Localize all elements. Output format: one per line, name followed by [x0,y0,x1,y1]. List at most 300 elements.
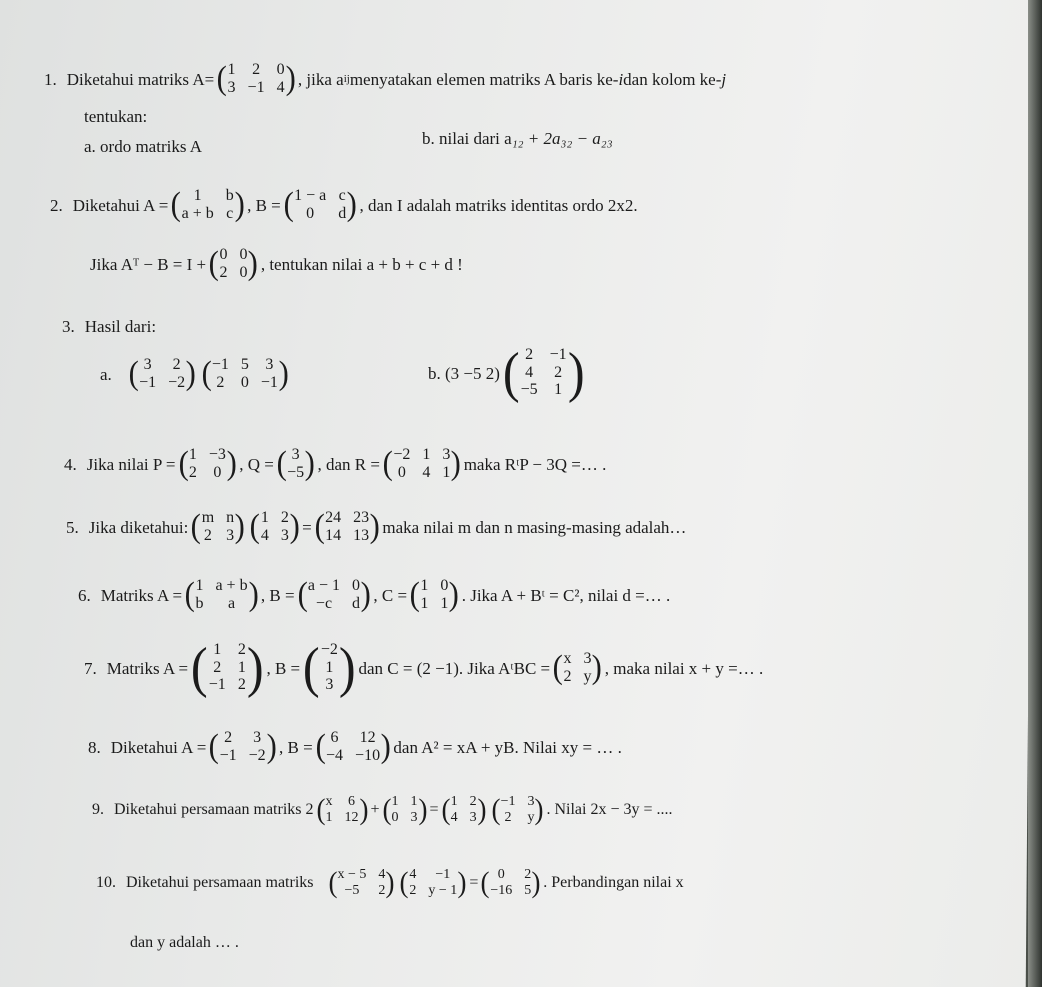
matrix [208,730,277,765]
matrix-entry: −1 [435,867,451,882]
question-2 [50,188,638,223]
question-text: maka RᵗP − 3Q =… . [463,454,607,474]
matrix-entry: 6 [330,729,339,746]
question-text: . Nilai 2x − 3y = .... [546,801,673,819]
matrix-entry: 1 [260,509,269,526]
matrix-entry: 2 [554,363,563,381]
matrix-entry: a − 1 [307,577,341,594]
matrix [314,510,381,545]
matrix [297,578,372,613]
right-paren: ) [369,508,380,546]
matrix [216,62,296,97]
matrix-entry: c [338,187,346,204]
matrix-entry: 4 [276,78,285,96]
matrix-entry: m [201,509,215,526]
matrix-entry: 1 [325,809,333,825]
matrix [552,651,603,686]
matrix-entry: −2 [168,373,186,391]
right-paren: ) [360,576,371,614]
matrix-entry: 12 [344,809,359,825]
matrix-entry: −1 [260,373,278,391]
question-number: 1. [44,69,57,89]
matrix-entry: 2 [524,867,532,882]
matrix-entry: 2 [219,263,228,281]
matrix-entry: 3 [227,78,236,96]
matrix-entry: a [227,594,236,612]
question-3 [62,318,156,335]
matrix-entry: 3 [226,526,235,544]
left-paren: ( [441,793,451,827]
question-text: Diketahui persamaan matriks [126,874,314,892]
question-text: a. ordo matriks A [84,137,203,156]
right-paren: ) [448,576,460,614]
question-text: , B = [266,658,301,678]
left-paren: ( [314,508,325,546]
matrix-entry: y − 1 [428,882,458,898]
question-text: , dan R = [317,454,380,474]
matrix-entry: 3 [442,446,451,463]
left-paren: ( [297,576,308,614]
question-text: Diketahui A = [72,195,169,215]
question-text: , C = [373,585,408,605]
matrix-entry: 0 [219,246,228,263]
left-paren: ( [382,793,392,827]
matrix-entry: n [226,509,235,526]
question-text: Diketahui matriks A= [66,69,215,89]
matrix-grid [287,447,304,482]
right-paren: ) [385,866,395,900]
matrix-entry: −10 [355,746,381,764]
matrix [201,357,290,392]
matrix-entry: 13 [353,526,370,544]
matrix-entry: 3 [583,649,592,667]
matrix-entry: 2 [563,667,572,685]
matrix-entry: 3 [527,794,535,809]
left-paren: ( [283,186,294,224]
matrix-entry: 0 [276,61,285,78]
question-text: , B = [279,737,313,757]
matrix-entry: 1 − a [294,187,327,204]
variable: i [618,69,624,89]
matrix-grid [228,62,285,97]
matrix-entry: 2 [188,463,197,481]
left-paren: ( [316,793,325,827]
right-paren: ) [359,793,368,827]
question-text: , B = [247,195,281,215]
matrix-entry: 3 [265,356,274,373]
question-text: , jika a [297,69,344,89]
question-number: 9. [92,801,104,819]
matrix-entry: a + b [215,577,248,594]
matrix-grid [261,510,289,545]
left-paren: ( [128,355,139,393]
question-text: Matriks A = [100,585,183,605]
question-5 [66,510,686,545]
matrix-entry: 2 [213,658,222,676]
right-paren: ) [346,186,357,224]
matrix-entry: b [225,187,234,204]
matrix [409,578,460,613]
matrix-entry: −16 [490,882,513,898]
matrix-grid [325,510,369,545]
question-text: dan kolom ke- [623,69,722,89]
matrix-grid [521,347,567,399]
matrix-entry: 0 [397,463,406,481]
question-4 [64,447,606,482]
matrix-entry: −2 [320,640,338,658]
matrix-entry: 1 [195,577,204,594]
matrix-grid [308,578,360,613]
matrix-entry: 2 [237,676,246,694]
matrix-entry: 1 [554,381,563,399]
question-text: Jika Aᵀ − B = I + [90,254,207,274]
matrix [315,730,392,765]
right-paren: ) [266,728,277,766]
matrix-entry: 1 [237,658,246,676]
left-paren: ( [208,245,219,283]
matrix-entry: 1 [450,794,458,809]
matrix-entry: 0 [240,373,249,391]
left-paren: ( [552,649,563,686]
matrix-grid [219,247,247,282]
matrix-entry: c [226,204,234,222]
matrix-entry: 1 [420,577,429,594]
matrix [399,868,467,898]
matrix-entry: −1 [211,356,229,373]
matrix [328,868,396,898]
matrix-entry: 0 [497,867,505,882]
matrix-entry: 2 [203,526,212,544]
matrix-entry: −c [315,594,333,612]
question-number: 4. [64,454,77,474]
matrix-entry: 1 [325,658,334,676]
matrix-grid [321,642,338,694]
matrix-entry: 2 [252,61,261,78]
matrix-entry: 1 [213,640,222,658]
matrix-entry: 1 [227,61,236,78]
matrix-entry: 0 [213,463,222,481]
matrix-entry: −5 [344,882,360,898]
matrix [128,357,197,392]
question-text: , Q = [239,454,274,474]
question-2-line2 [90,247,463,282]
matrix [480,868,541,898]
matrix-entry: d [338,204,347,222]
matrix [491,795,545,825]
question-9 [92,795,673,825]
matrix-entry: 2 [216,373,225,391]
matrix [184,578,259,613]
matrix-entry: 2 [172,356,181,373]
question-number: 3. [62,317,75,336]
left-paren: ( [328,866,337,900]
paper-edge-shadow [1028,0,1042,987]
matrix-grid [212,357,278,392]
matrix-entry: 4 [525,363,534,381]
left-paren: ( [382,445,393,483]
right-paren: ) [338,637,356,699]
left-paren: ( [216,60,227,98]
matrix-entry: 23 [353,509,370,526]
matrix-grid [294,188,346,223]
question-text: menyatakan elemen matriks A baris ke- [349,69,619,89]
matrix-entry: 4 [378,867,386,882]
matrix-entry: −1 [219,746,237,764]
matrix-grid [392,795,418,825]
right-paren: ) [234,186,245,224]
variable: j [721,69,727,89]
question-text: Diketahui A = [110,737,207,757]
matrix-entry: −1 [247,78,265,96]
matrix-entry: a + b [181,204,214,222]
matrix-entry: 3 [253,729,262,746]
matrix-entry: −4 [326,746,344,764]
matrix-entry: −5 [520,381,538,399]
matrix-grid [451,795,477,825]
matrix-grid [420,578,448,613]
matrix-entry: −2 [248,746,266,764]
matrix-entry: y [583,667,592,685]
question-text: maka nilai m dan n masing-masing adalah… [382,517,687,537]
question-text: dan A² = xA + yB. Nilai xy = … . [393,737,622,757]
matrix [441,795,487,825]
left-paren: ( [276,445,287,483]
left-paren: ( [190,508,202,546]
matrix-entry: 4 [450,809,458,825]
left-paren: ( [178,445,189,483]
matrix-grid [563,651,591,686]
matrix-entry: y [527,809,535,825]
matrix-entry: 12 [359,729,376,746]
equals-sign: = [302,517,312,537]
matrix-entry: 3 [143,356,152,373]
question-text: , B = [260,585,295,605]
right-paren: ) [531,866,541,900]
part-label: a. [100,364,112,384]
left-paren: ( [480,866,490,900]
matrix-grid [501,795,535,825]
question-1 [44,62,726,97]
matrix-entry: −2 [393,446,411,463]
matrix-entry: 3 [325,676,334,694]
matrix-entry: 2 [224,729,233,746]
right-paren: ) [477,793,487,827]
question-1-part-a [84,138,202,155]
matrix-entry: 0 [239,263,248,281]
question-1-line2 [84,108,147,125]
question-number: 5. [66,517,79,537]
right-paren: ) [285,60,296,98]
matrix-entry: x [325,794,333,809]
left-paren: ( [170,186,182,224]
matrix-entry: x − 5 [337,867,367,882]
matrix-entry: 4 [409,867,417,882]
matrix-entry: 3 [291,446,300,463]
question-text: Diketahui persamaan matriks 2 [114,801,314,819]
subscript: ij [343,72,350,85]
question-number: 10. [96,874,116,892]
matrix-entry: 5 [240,356,249,373]
question-text: , tentukan nilai a + b + c + d ! [260,254,463,274]
matrix-entry: −3 [208,446,226,463]
question-8 [88,730,622,765]
matrix [190,637,264,699]
matrix-entry: 0 [391,809,399,825]
left-paren: ( [399,866,409,900]
left-paren: ( [315,728,326,766]
matrix-grid [393,447,450,482]
matrix-entry: 4 [422,463,431,481]
question-6 [78,578,670,613]
matrix-grid [326,795,359,825]
matrix [382,795,428,825]
matrix-entry: 2 [504,809,512,825]
question-7 [84,637,764,699]
matrix-entry: x [563,649,572,667]
matrix [178,447,238,482]
matrix [190,510,245,545]
matrix-entry: 3 [280,526,289,544]
question-number: 2. [50,195,63,215]
matrix-entry: 0 [440,577,449,594]
question-number: 6. [78,585,91,605]
matrix-entry: −1 [139,373,157,391]
matrix-entry: 2 [237,640,246,658]
right-paren: ) [567,342,585,404]
matrix [170,188,245,223]
matrix-grid [195,578,247,613]
right-paren: ) [592,649,603,686]
right-paren: ) [246,637,264,699]
matrix [502,342,585,404]
matrix [276,447,316,482]
matrix-entry: 2 [280,509,289,526]
question-text: Jika nilai P = [86,454,176,474]
question-10-line2 [130,935,239,951]
matrix-entry: 1 [422,446,431,463]
matrix-entry: 1 [440,594,449,612]
question-text: . Jika A + Bᵗ = C², nilai d =… . [461,585,671,605]
right-paren: ) [450,445,462,483]
left-paren: ( [409,576,420,614]
matrix-entry: −1 [549,345,567,363]
left-paren: ( [208,728,220,766]
question-text: dan y adalah … . [130,934,239,951]
matrix-entry: 2 [525,345,534,363]
matrix-grid [220,730,266,765]
matrix-entry: 1 [188,446,197,463]
matrix-entry: 2 [409,882,417,898]
right-paren: ) [304,445,315,483]
question-text: Jika diketahui: [88,517,189,537]
question-text: Hasil dari: [84,317,157,336]
matrix-entry: 4 [260,526,269,544]
matrix-grid [409,868,457,898]
left-paren: ( [250,508,261,546]
matrix-entry: d [352,594,361,612]
matrix [316,795,369,825]
matrix-entry: 1 [193,187,202,204]
matrix-grid [338,868,386,898]
left-paren: ( [303,637,320,699]
matrix-entry: 0 [306,204,315,222]
equals-sign: = [429,801,439,819]
matrix-entry: 14 [325,526,342,544]
expression: ₁₂ + 2a₃₂ − a₂₃ [511,129,613,148]
matrix-grid [202,510,234,545]
question-number: 8. [88,737,101,757]
matrix [249,510,300,545]
left-paren: ( [201,355,212,393]
equals-sign: = [469,874,479,892]
matrix-entry: 0 [352,577,361,594]
question-text: dan C = (2 −1). Jika AᵗBC = [358,658,551,678]
matrix-entry: 2 [378,882,386,898]
matrix-entry: 3 [410,809,418,825]
question-text: Matriks A = [106,658,189,678]
right-paren: ) [234,508,245,546]
matrix-entry: b [195,594,204,612]
question-10 [96,868,684,898]
matrix-entry: 1 [410,794,418,809]
matrix-entry: 2 [469,794,477,809]
matrix-grid [209,642,246,694]
matrix-entry: −1 [500,794,516,809]
left-paren: ( [184,576,195,614]
matrix-entry: 5 [524,882,532,898]
question-3-part-a [100,357,291,392]
right-paren: ) [380,728,391,766]
matrix-entry: 6 [348,794,355,809]
question-number: 7. [84,658,97,678]
matrix [208,247,259,282]
right-paren: ) [226,445,237,483]
matrix [382,447,462,482]
right-paren: ) [278,355,289,393]
question-text: , maka nilai x + y =… . [604,658,764,678]
question-1-part-b [422,130,613,147]
right-paren: ) [248,576,259,614]
left-paren: ( [502,342,520,404]
matrix-entry: 3 [469,809,477,825]
right-paren: ) [248,245,259,283]
matrix-entry: 1 [442,463,451,481]
matrix-grid [490,868,531,898]
question-text: , dan I adalah matriks identitas ordo 2x2. [359,195,638,215]
right-paren: ) [457,866,467,900]
matrix-entry: −5 [287,463,305,481]
matrix [283,188,358,223]
question-3-part-b [428,342,587,404]
matrix [302,637,356,699]
matrix-grid [326,730,380,765]
question-text: b. nilai dari a [422,129,512,148]
matrix-entry: 0 [239,246,248,263]
question-text: . Perbandingan nilai x [543,874,684,892]
question-text: tentukan: [84,107,148,126]
matrix-entry: 1 [420,594,429,612]
right-paren: ) [534,793,544,827]
right-paren: ) [418,793,428,827]
matrix-grid [182,188,234,223]
left-paren: ( [191,637,208,699]
question-text: b. (3 −5 2) [428,363,500,383]
matrix-entry: 1 [391,794,399,809]
left-paren: ( [491,793,501,827]
matrix-entry: 24 [325,509,342,526]
matrix-entry: −1 [208,676,226,694]
matrix-grid [139,357,185,392]
